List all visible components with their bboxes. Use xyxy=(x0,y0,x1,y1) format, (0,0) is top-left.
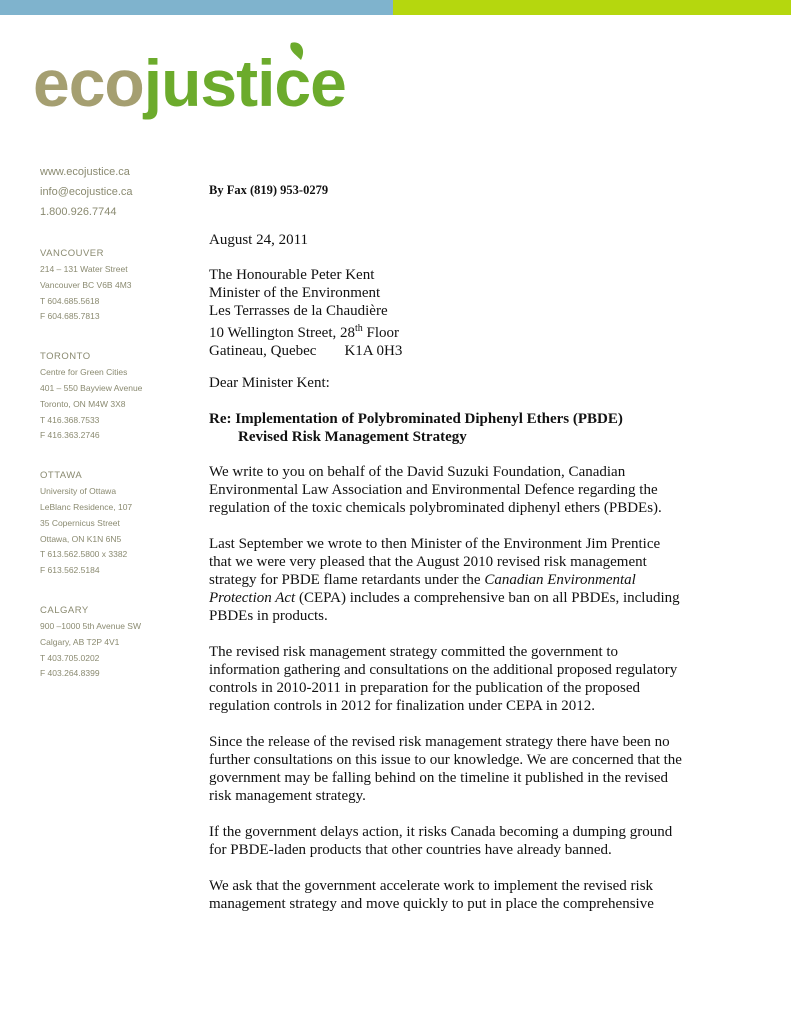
office-ottawa xyxy=(40,468,190,579)
subject-line-2: Revised Risk Management Strategy xyxy=(238,429,467,445)
office-line: 214 – 131 Water Street xyxy=(40,264,128,274)
office-line: T 416.368.7533 xyxy=(40,414,100,425)
logo-text-eco: eco xyxy=(33,46,144,120)
office-line: Ottawa, ON K1N 6N5 xyxy=(40,533,122,544)
letter-date: August 24, 2011 xyxy=(209,232,309,248)
header-bar-green xyxy=(393,0,791,15)
recipient-title: Minister of the Environment xyxy=(209,285,381,301)
paragraph-4: Since the release of the revised risk management strategy there have been no further consultations on this issue to our knowledge. We are concerned that the government may be falling behind on the timeline it published in the revised risk management strategy. xyxy=(209,734,682,804)
office-line: 900 –1000 5th Avenue SW xyxy=(40,620,141,631)
office-line: T 403.705.0202 xyxy=(40,652,100,663)
recipient-building: Les Terrasses de la Chaudière xyxy=(209,303,388,319)
recipient-address xyxy=(209,266,402,360)
office-city: CALGARY xyxy=(40,604,89,616)
paragraph-6: We ask that the government accelerate work to implement the revised risk management strategy and move quickly to put in place the comprehensive xyxy=(209,878,654,912)
paragraph-1: We write to you on behalf of the David Suzuki Foundation, Canadian Environmental Law Association and Environmental Defence regarding the regulation of the toxic chemicals polybrominated diphenyl ethers (PBDEs). xyxy=(209,464,662,516)
office-line: F 416.363.2746 xyxy=(40,430,100,441)
office-line: 35 Copernicus Street xyxy=(40,517,120,528)
office-line: University of Ottawa xyxy=(40,486,117,497)
website-link[interactable]: www.ecojustice.ca xyxy=(40,166,130,178)
office-city: OTTAWA xyxy=(40,470,83,482)
recipient-city: Gatineau, Quebec xyxy=(209,343,317,359)
logo-text-justice: justice xyxy=(143,46,346,120)
contact-block xyxy=(40,162,190,222)
office-line: Toronto, ON M4W 3X8 xyxy=(40,398,126,409)
recipient-street: 10 Wellington Street, 28th Floor xyxy=(209,323,400,341)
office-line: Vancouver BC V6B 4M3 xyxy=(40,279,132,290)
phone-number: 1.800.926.7744 xyxy=(40,206,117,218)
subject-line xyxy=(209,410,623,446)
subject-line-1: Re: Implementation of Polybrominated Diphenyl Ethers (PBDE) xyxy=(209,411,623,427)
fax-line: By Fax (819) 953-0279 xyxy=(209,183,329,197)
recipient-postal-code: K1A 0H3 xyxy=(344,343,403,359)
office-toronto xyxy=(40,349,190,444)
sidebar-contact-info xyxy=(40,162,190,682)
office-line: F 613.562.5184 xyxy=(40,565,100,576)
office-line: LeBlanc Residence, 107 xyxy=(40,501,133,512)
header-color-bar xyxy=(0,0,791,15)
act-name: Canadian Environmental Protection Act xyxy=(209,572,636,606)
ecojustice-logo xyxy=(33,38,393,138)
recipient-city-line xyxy=(209,342,402,360)
paragraph-3: The revised risk management strategy committed the government to information gathering and consultations on the additional proposed regulatory controls in 2010-2011 in preparation for the publication of the proposed regulation controls in 2012 for finalization under CEPA in 2012. xyxy=(209,644,678,714)
recipient-name: The Honourable Peter Kent xyxy=(209,267,375,283)
email-link[interactable]: info@ecojustice.ca xyxy=(40,186,133,198)
paragraph-2: Last September we wrote to then Minister of the Environment Jim Prentice that we were very pleased that the August 2010 revised risk management strategy for PBDE flame retardants under the Canadian Environmental Protection Act (CEPA) includes a comprehensive ban on all PBDEs, including PBDEs in products. xyxy=(209,536,680,624)
office-vancouver xyxy=(40,246,190,325)
office-city: VANCOUVER xyxy=(40,248,104,259)
office-line: T 613.562.5800 x 3382 xyxy=(40,549,128,560)
office-line: F 403.264.8399 xyxy=(40,668,100,679)
paragraph-5: If the government delays action, it risks Canada becoming a dumping ground for PBDE-laden products that other countries have already banned. xyxy=(209,824,673,858)
office-line: Centre for Green Cities xyxy=(40,367,128,378)
letter-paragraphs xyxy=(209,463,684,931)
office-line: 401 – 550 Bayview Avenue xyxy=(40,382,143,393)
office-calgary xyxy=(40,603,190,682)
header-bar-blue xyxy=(0,0,393,15)
office-line: F 604.685.7813 xyxy=(40,311,100,322)
office-line: Calgary, AB T2P 4V1 xyxy=(40,636,120,647)
salutation: Dear Minister Kent: xyxy=(209,375,330,391)
office-city: TORONTO xyxy=(40,351,91,363)
svg-text:ecojustice xyxy=(33,46,346,120)
office-line: T 604.685.5618 xyxy=(40,295,100,306)
